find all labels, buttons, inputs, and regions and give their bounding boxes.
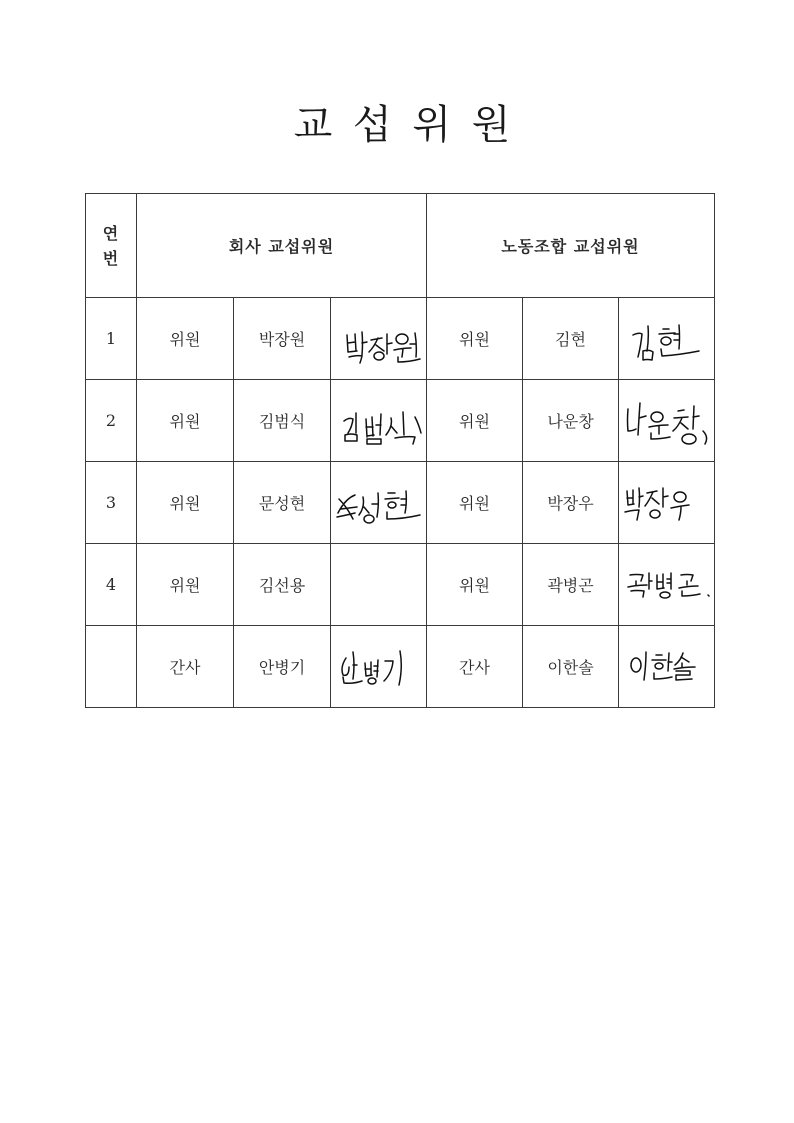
table-row <box>86 462 715 544</box>
union-signature-cell <box>619 626 715 708</box>
union-name: 곽병곤 <box>523 544 619 626</box>
company-role: 위원 <box>137 298 234 380</box>
union-role: 위원 <box>427 462 523 544</box>
handwritten-signature <box>331 463 427 543</box>
table-row <box>86 626 715 708</box>
handwritten-signature <box>619 545 715 625</box>
company-name: 박장원 <box>234 298 331 380</box>
row-number-empty <box>86 626 137 708</box>
company-signature-cell <box>331 298 427 380</box>
company-signature-cell <box>331 462 427 544</box>
signature-stroke <box>628 403 707 444</box>
union-signature-cell <box>619 298 715 380</box>
union-members-header: 노동조합 교섭위원 <box>427 194 715 298</box>
index-header <box>86 194 137 298</box>
company-signature-cell-empty <box>331 544 427 626</box>
union-signature-cell <box>619 380 715 462</box>
row-number: 1 <box>86 298 137 380</box>
union-name: 김현 <box>523 298 619 380</box>
union-name: 박장우 <box>523 462 619 544</box>
company-role: 위원 <box>137 544 234 626</box>
page-title: 교 섭 위 원 <box>293 102 515 148</box>
row-number: 3 <box>86 462 137 544</box>
handwritten-signature <box>619 463 715 543</box>
company-name: 문성현 <box>234 462 331 544</box>
signature-stroke <box>347 332 420 363</box>
signature-stroke <box>337 491 420 523</box>
union-name: 이한솔 <box>523 626 619 708</box>
handwritten-signature <box>619 299 715 379</box>
union-role: 위원 <box>427 544 523 626</box>
company-name: 안병기 <box>234 626 331 708</box>
signature-stroke <box>344 412 421 444</box>
negotiation-members-table <box>85 193 715 708</box>
company-signature-cell <box>331 380 427 462</box>
union-signature-cell <box>619 462 715 544</box>
table-header-row <box>86 194 715 298</box>
company-signature-cell <box>331 626 427 708</box>
signature-stroke <box>628 573 709 598</box>
company-role: 위원 <box>137 462 234 544</box>
union-signature-cell <box>619 544 715 626</box>
company-role: 위원 <box>137 380 234 462</box>
signature-stroke <box>342 651 401 685</box>
union-role: 위원 <box>427 298 523 380</box>
signature-stroke <box>633 325 699 360</box>
table-row <box>86 544 715 626</box>
company-role: 간사 <box>137 626 234 708</box>
index-header-line1: 연 <box>102 223 120 243</box>
row-number: 4 <box>86 544 137 626</box>
handwritten-signature <box>619 381 715 461</box>
company-name: 김범식 <box>234 380 331 462</box>
handwritten-signature <box>331 627 427 707</box>
handwritten-signature <box>331 299 427 379</box>
company-name: 김선용 <box>234 544 331 626</box>
row-number: 2 <box>86 380 137 462</box>
union-role: 간사 <box>427 626 523 708</box>
signature-stroke <box>631 652 695 680</box>
company-members-header: 회사 교섭위원 <box>137 194 427 298</box>
signature-stroke <box>625 488 689 520</box>
table-row <box>86 380 715 462</box>
handwritten-signature <box>619 627 715 707</box>
union-role: 위원 <box>427 380 523 462</box>
table-row <box>86 298 715 380</box>
index-header-line2: 번 <box>102 248 120 268</box>
handwritten-signature <box>331 381 427 461</box>
union-name: 나운창 <box>523 380 619 462</box>
